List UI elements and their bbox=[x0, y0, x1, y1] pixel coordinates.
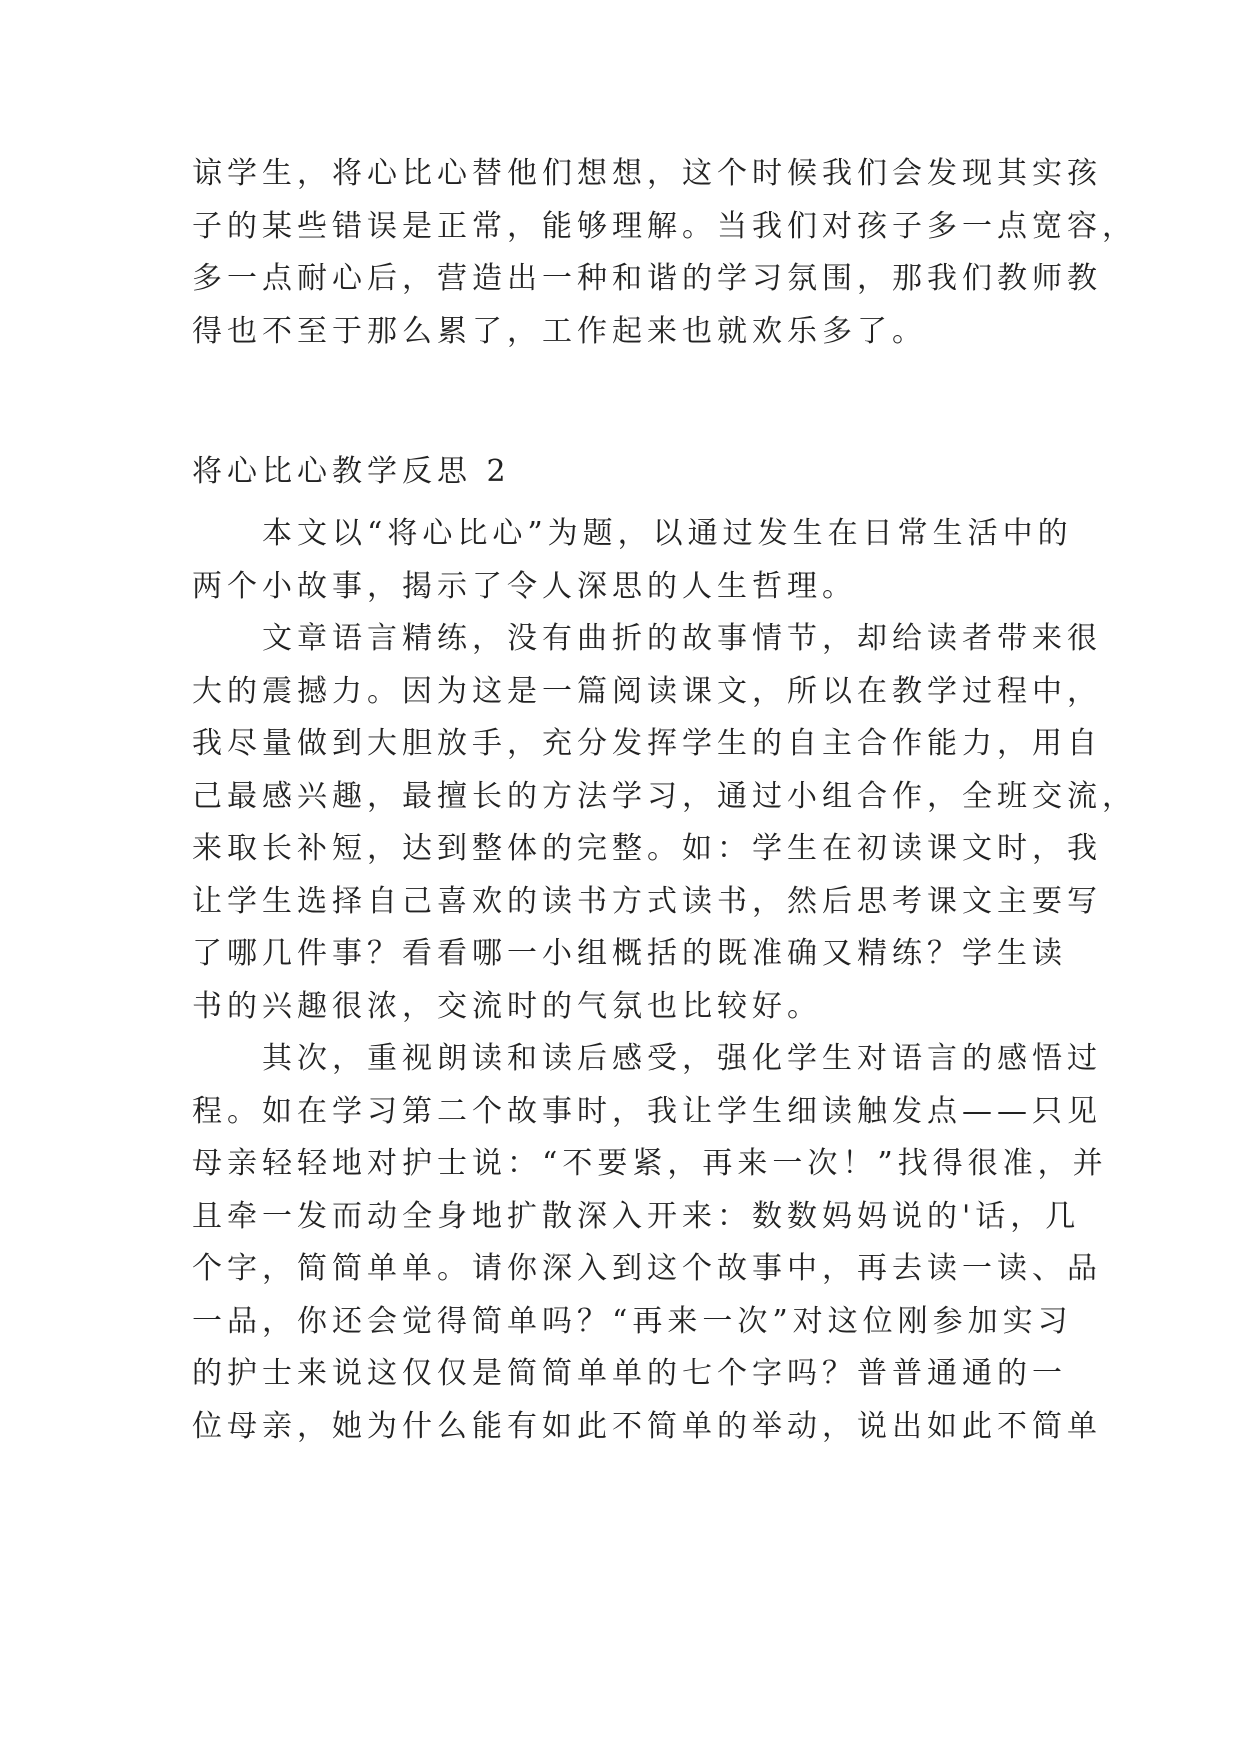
text-line: 书的兴趣很浓，交流时的气氛也比较好。 bbox=[192, 988, 822, 1024]
intro-paragraph bbox=[192, 148, 1137, 358]
paragraph bbox=[192, 1033, 1108, 1453]
text-line: 大的震撼力。因为这是一篇阅读课文，所以在教学过程中， bbox=[192, 673, 1102, 709]
text-line: 位母亲，她为什么能有如此不简单的举动，说出如此不简单 bbox=[192, 1408, 1102, 1444]
text-line: 两个小故事，揭示了令人深思的人生哲理。 bbox=[192, 568, 857, 604]
text-line: 个字，简简单单。请你深入到这个故事中，再去读一读、品 bbox=[192, 1251, 1102, 1286]
text-line: 来取长补短，达到整体的完整。如：学生在初读课文时，我 bbox=[192, 831, 1102, 866]
paragraph bbox=[192, 613, 1137, 1033]
text-line: 程。如在学习第二个故事时，我让学生细读触发点——只见 bbox=[192, 1093, 1102, 1129]
text-line: 本文以“将心比心”为题，以通过发生在日常生活中的 bbox=[262, 516, 1073, 551]
text-line: 且牵一发而动全身地扩散深入开来：数数妈妈说的'话，几 bbox=[192, 1198, 1081, 1234]
text-line: 子的某些错误是正常，能够理解。当我们对孩子多一点宽容， bbox=[192, 208, 1137, 244]
paragraph bbox=[192, 508, 1073, 613]
text-line: 的护士来说这仅仅是简简单单的七个字吗？普普通通的一 bbox=[192, 1356, 1067, 1391]
text-line: 让学生选择自己喜欢的读书方式读书，然后思考课文主要写 bbox=[192, 883, 1102, 919]
text-line: 得也不至于那么累了，工作起来也就欢乐多了。 bbox=[192, 313, 927, 349]
text-line: 一品，你还会觉得简单吗？“再来一次”对这位刚参加实习 bbox=[192, 1303, 1073, 1339]
text-line: 我尽量做到大胆放手，充分发挥学生的自主合作能力，用自 bbox=[192, 726, 1102, 761]
text-line: 多一点耐心后，营造出一种和谐的学习氛围，那我们教师教 bbox=[192, 261, 1102, 296]
text-line: 其次，重视朗读和读后感受，强化学生对语言的感悟过 bbox=[262, 1041, 1102, 1076]
text-line: 文章语言精练，没有曲折的故事情节，却给读者带来很 bbox=[262, 621, 1102, 656]
text-line: 母亲轻轻地对护士说：“不要紧，再来一次！”找得很准，并 bbox=[192, 1146, 1108, 1181]
text-line: 己最感兴趣，最擅长的方法学习，通过小组合作，全班交流， bbox=[192, 778, 1137, 814]
text-line: 谅学生，将心比心替他们想想，这个时候我们会发现其实孩 bbox=[192, 156, 1102, 191]
body-text bbox=[192, 508, 1137, 1453]
section-heading: 将心比心教学反思 2 bbox=[192, 454, 511, 489]
text-line: 了哪几件事？看看哪一小组概括的既准确又精练？学生读 bbox=[192, 936, 1067, 971]
